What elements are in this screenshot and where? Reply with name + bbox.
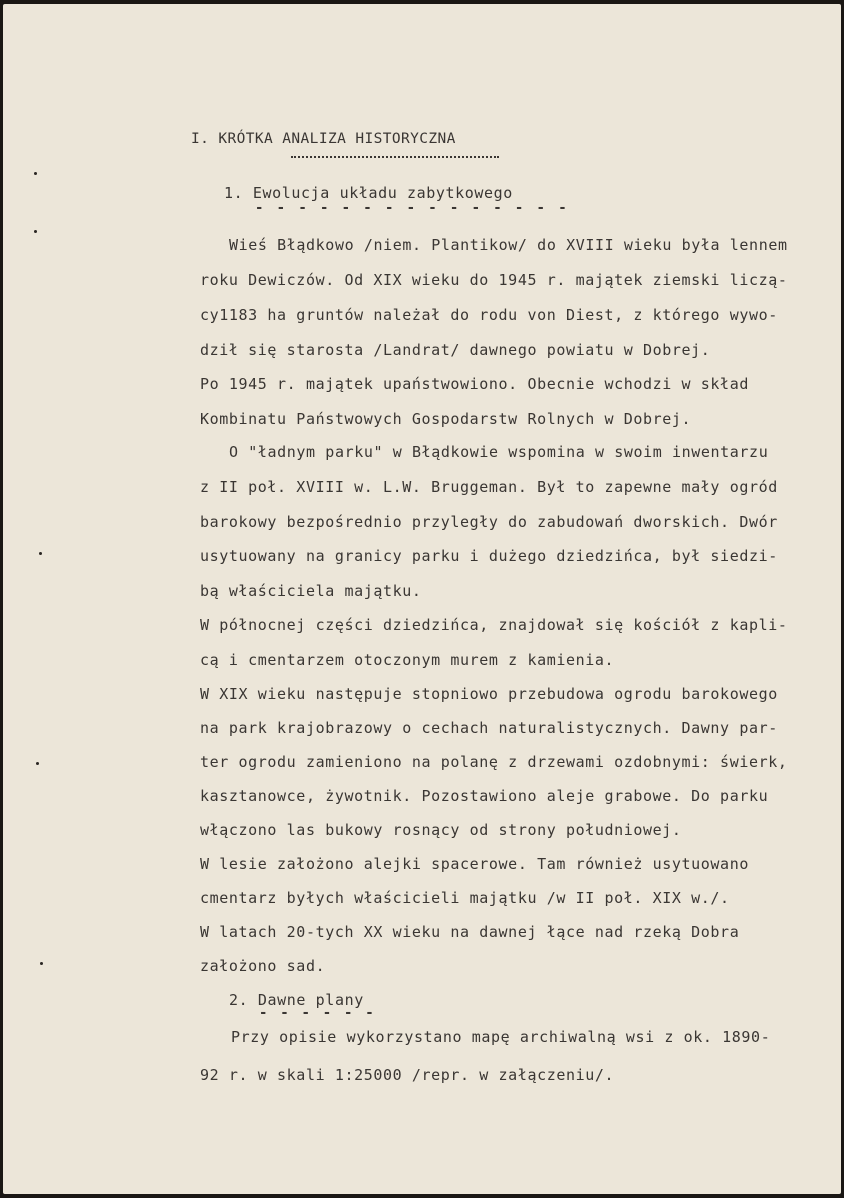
document-page bbox=[3, 4, 841, 1194]
text-line: Kombinatu Państwowych Gospodarstw Rolnych w Dobrej. bbox=[200, 410, 692, 428]
text-line: cy1183 ha gruntów należał do rodu von Diest, z którego wywo- bbox=[200, 306, 778, 324]
section-1-title: 1. Ewolucja układu zabytkowego bbox=[224, 184, 513, 202]
section-1-underline: - - - - - - - - - - - - - - - bbox=[255, 200, 570, 216]
text-line: W XIX wieku następuje stopniowo przebudowa ogrodu barokowego bbox=[200, 685, 778, 703]
margin-mark bbox=[34, 172, 37, 175]
text-line: usytuowany na granicy parku i dużego dziedzińca, był siedzi- bbox=[200, 547, 778, 565]
text-line: założono sad. bbox=[200, 957, 326, 975]
section-2-title: 2. Dawne plany bbox=[229, 991, 364, 1009]
text-line: O "ładnym parku" w Błądkowie wspomina w swoim inwentarzu bbox=[229, 443, 769, 461]
margin-mark bbox=[34, 230, 37, 233]
text-line: bą właściciela majątku. bbox=[200, 582, 422, 600]
text-line: cmentarz byłych właścicieli majątku /w II poł. XIX w./. bbox=[200, 889, 730, 907]
text-line: Przy opisie wykorzystano mapę archiwalną wsi z ok. 1890- bbox=[231, 1028, 771, 1046]
text-line: z II poł. XVIII w. L.W. Bruggeman. Był to zapewne mały ogród bbox=[200, 478, 778, 496]
text-line: włączono las bukowy rosnący od strony południowej. bbox=[200, 821, 682, 839]
text-line: W północnej części dziedzińca, znajdował się kościół z kapli- bbox=[200, 616, 788, 634]
section-2-underline: - - - - - - bbox=[259, 1005, 376, 1021]
text-line: W lesie założono alejki spacerowe. Tam również usytuowano bbox=[200, 855, 749, 873]
text-line: kasztanowce, żywotnik. Pozostawiono aleje grabowe. Do parku bbox=[200, 787, 769, 805]
text-line: roku Dewiczów. Od XIX wieku do 1945 r. majątek ziemski liczą- bbox=[200, 271, 788, 289]
text-line: W latach 20-tych XX wieku na dawnej łące nad rzeką Dobra bbox=[200, 923, 740, 941]
text-line: barokowy bezpośrednio przyległy do zabudowań dworskich. Dwór bbox=[200, 513, 778, 531]
margin-mark bbox=[36, 762, 39, 765]
text-line: cą i cmentarzem otoczonym murem z kamienia. bbox=[200, 651, 615, 669]
heading-underline bbox=[291, 156, 499, 158]
text-line: na park krajobrazowy o cechach naturalistycznych. Dawny par- bbox=[200, 719, 778, 737]
text-line: Po 1945 r. majątek upaństwowiono. Obecnie wchodzi w skład bbox=[200, 375, 749, 393]
margin-mark bbox=[40, 962, 43, 965]
text-line: 92 r. w skali 1:25000 /repr. w załączeniu/. bbox=[200, 1066, 615, 1084]
document-heading: I. KRÓTKA ANALIZA HISTORYCZNA bbox=[191, 131, 456, 147]
text-line: ter ogrodu zamieniono na polanę z drzewami ozdobnymi: świerk, bbox=[200, 753, 788, 771]
margin-mark bbox=[39, 552, 42, 555]
text-line: dził się starosta /Landrat/ dawnego powiatu w Dobrej. bbox=[200, 341, 711, 359]
text-line: Wieś Błądkowo /niem. Plantikow/ do XVIII wieku była lennem bbox=[229, 236, 788, 254]
